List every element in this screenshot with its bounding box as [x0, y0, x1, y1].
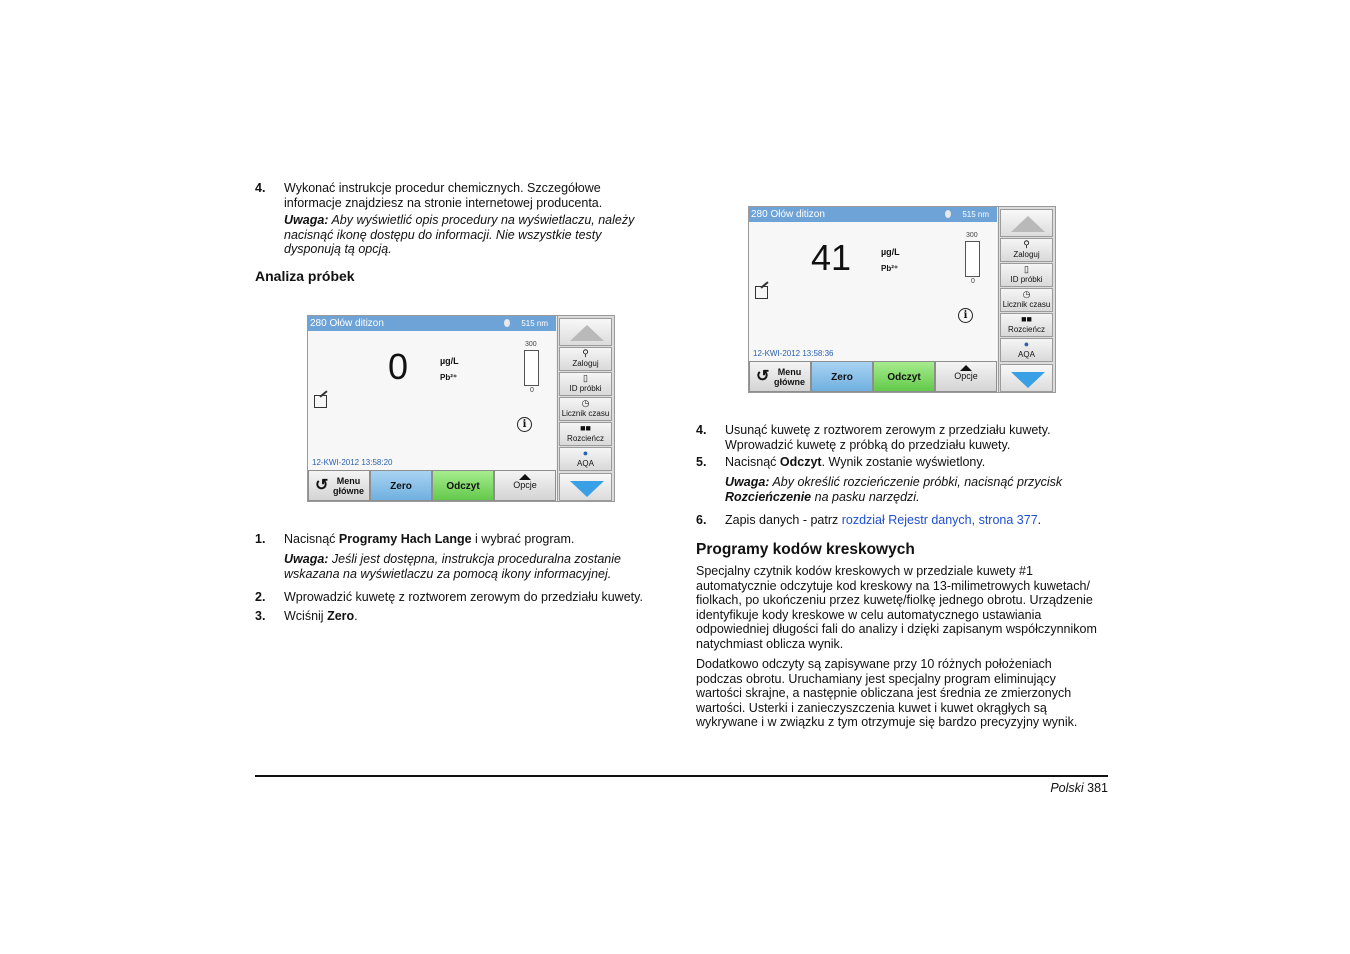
step-text-part: Wciśnij: [284, 609, 328, 623]
step-text: [284, 532, 664, 547]
program-title-bar: [749, 207, 997, 222]
vial-icon: ▯: [583, 373, 588, 383]
step-text-part: i wybrać program.: [471, 532, 575, 546]
gauge-max-label: 300: [525, 341, 537, 348]
page-footer: [1050, 781, 1108, 795]
login-button[interactable]: [559, 347, 612, 371]
timer-label: Licznik czasu: [1002, 300, 1051, 309]
read-button[interactable]: Odczyt: [873, 361, 935, 392]
clock-icon: ◷: [1022, 289, 1031, 299]
data-log-link[interactable]: rozdział Rejestr danych, strona 377: [841, 513, 1038, 527]
lamp-icon: [945, 210, 951, 218]
footer-language: Polski: [1050, 781, 1084, 795]
display-area: [749, 207, 997, 361]
aqa-icon: ●: [582, 448, 589, 458]
info-icon[interactable]: i: [958, 308, 973, 323]
down-arrow-icon: [570, 481, 604, 497]
dilution-icon: ■■: [580, 423, 591, 433]
scroll-up-button[interactable]: [1000, 209, 1053, 237]
zero-button[interactable]: Zero: [370, 470, 432, 501]
note: [284, 213, 654, 257]
section-title: Programy kodów kreskowych: [696, 541, 915, 558]
step-number: 4.: [255, 181, 266, 195]
side-toolbar: [998, 207, 1055, 392]
zero-button[interactable]: Zero: [811, 361, 873, 392]
program-title-bar: [308, 316, 556, 331]
aqa-button[interactable]: [1000, 338, 1053, 362]
result-value: 0: [388, 346, 409, 387]
options-label: Opcje: [954, 371, 978, 381]
note-label: Uwaga:: [284, 552, 329, 566]
up-arrow-icon: [570, 325, 604, 341]
lamp-icon: [504, 319, 510, 327]
scroll-up-button[interactable]: [559, 318, 612, 346]
wavelength: 515 nm: [962, 210, 989, 219]
step-number: 6.: [696, 513, 707, 527]
options-button[interactable]: [935, 361, 997, 392]
step-number: 2.: [255, 590, 266, 604]
dilution-button[interactable]: [1000, 313, 1053, 337]
step-bold: Programy Hach Lange: [338, 532, 472, 546]
up-arrow-icon: [1011, 216, 1045, 232]
note-text: Aby wyświetlić opis procedury na wyświetlaczu, należy nacisnąć ikonę dostępu do informacji. Nie wszystkie testy dysponują tą opcją.: [284, 213, 635, 257]
section-heading: Analiza próbek: [255, 268, 355, 284]
result-gauge: [524, 350, 539, 386]
vial-icon: ▯: [1024, 264, 1029, 274]
menu-line1: Menu: [336, 476, 361, 486]
gauge-max-label: 300: [966, 232, 978, 239]
clock-icon: ◷: [581, 398, 590, 408]
step-text-part: Nacisnąć: [284, 532, 339, 546]
bottom-toolbar: [749, 361, 997, 392]
gauge-min-label: 0: [530, 387, 534, 394]
note-label: Uwaga:: [284, 213, 329, 227]
step-text-part: Nacisnąć: [725, 455, 780, 469]
note: [284, 552, 644, 581]
main-menu-label: [774, 367, 805, 387]
dilution-label: Rozcieńcz: [1008, 325, 1045, 334]
result-gauge: [965, 241, 980, 277]
info-icon[interactable]: i: [517, 417, 532, 432]
user-icon: ⚲: [582, 348, 589, 358]
step-text-part: .: [1037, 513, 1042, 527]
step-text: Wykonać instrukcje procedur chemicznych. Szczegółowe informacje znajdziesz na stronie internetowej producenta.: [284, 181, 603, 210]
aqa-label: AQA: [1018, 350, 1035, 359]
step-bold: Odczyt: [779, 455, 822, 469]
result-value: 41: [811, 237, 852, 278]
result-species: Pb²⁺: [440, 373, 458, 382]
step-number: 3.: [255, 609, 266, 623]
display-area: [308, 316, 556, 470]
timer-button[interactable]: [559, 397, 612, 421]
result-species: Pb²⁺: [881, 264, 899, 273]
main-menu-label: [333, 476, 364, 496]
read-button[interactable]: Odczyt: [432, 470, 494, 501]
bottom-toolbar: [308, 470, 556, 501]
options-label: Opcje: [513, 480, 537, 490]
step-text-part: . Wynik zostanie wyświetlony.: [821, 455, 986, 469]
note-text: Aby określić rozcieńczenie próbki, nacisnąć przycisk: [769, 475, 1063, 489]
step-text: [725, 455, 1085, 470]
user-icon: ⚲: [1023, 239, 1030, 249]
footer-rule: [255, 775, 1108, 777]
sample-id-button[interactable]: [1000, 263, 1053, 287]
menu-line2: główne: [774, 377, 805, 387]
menu-line1: Menu: [777, 367, 802, 377]
date-time: 12-KWI-2012 13:58:36: [753, 349, 834, 358]
back-arrow-icon: ↺: [315, 477, 329, 494]
sample-id-label: ID próbki: [569, 384, 602, 393]
aqa-icon: ●: [1023, 339, 1030, 349]
main-menu-button[interactable]: [308, 470, 370, 501]
gauge-min-label: 0: [971, 278, 975, 285]
options-button[interactable]: [494, 470, 556, 501]
program-title: 280 Ołów ditizon: [310, 318, 384, 329]
down-arrow-icon: [1011, 372, 1045, 388]
step-text: [284, 609, 584, 624]
dilution-button[interactable]: [559, 422, 612, 446]
note: [725, 475, 1085, 504]
result-unit: µg/L: [881, 247, 900, 257]
aqa-button[interactable]: [559, 447, 612, 471]
sample-id-button[interactable]: [559, 372, 612, 396]
main-menu-button[interactable]: [749, 361, 811, 392]
timer-label: Licznik czasu: [561, 409, 610, 418]
step-text: Wprowadzić kuwetę z roztworem zerowym do przedziału kuwety.: [284, 590, 643, 604]
program-title: 280 Ołów ditizon: [751, 209, 825, 220]
note-bold: Rozcieńczenie: [725, 489, 812, 504]
step-number: 1.: [255, 532, 266, 546]
scroll-down-button[interactable]: [1000, 364, 1053, 392]
date-time: 12-KWI-2012 13:58:20: [312, 458, 393, 467]
step-text: [725, 513, 1105, 528]
step-number: 4.: [696, 423, 707, 437]
step-text-part: Zapis danych - patrz: [725, 513, 842, 527]
device-screen-result: [748, 206, 1056, 393]
side-toolbar: [557, 316, 614, 501]
note-text: na pasku narzędzi.: [811, 489, 920, 504]
result-unit: µg/L: [440, 356, 459, 366]
timer-button[interactable]: [1000, 288, 1053, 312]
scroll-down-button[interactable]: [559, 473, 612, 501]
step-number: 5.: [696, 455, 707, 469]
paragraph: Specjalny czytnik kodów kreskowych w przedziale kuwety #1 automatycznie odczytuje kod kreskowy na 13-milimetrowych kuwetach/ fiolkach, po ukończeniu przez kuwetę/fiolkę jednego obrotu. Urządzenie identyfikuje kody kreskowe w celu automatycznego ustawiania odpowiedniej długości fali do analizy i dzięki zapisanym współczynnikom natychmiast oblicza wynik.: [696, 564, 1097, 651]
wavelength: 515 nm: [521, 319, 548, 328]
login-label: Zaloguj: [1013, 250, 1040, 259]
login-label: Zaloguj: [572, 359, 599, 368]
dilution-icon: ■■: [1021, 314, 1032, 324]
note-text: Jeśli jest dostępna, instrukcja proceduralna zostanie wskazana na wyświetlaczu za pomocą ikony informacyjnej.: [284, 552, 621, 581]
menu-line2: główne: [333, 486, 364, 496]
step-bold: Zero: [327, 609, 355, 623]
sample-id-label: ID próbki: [1010, 275, 1043, 284]
step-text: Usunąć kuwetę z roztworem zerowym z przedziału kuwety. Wprowadzić kuwetę z próbką do przedziału kuwety.: [725, 423, 1051, 452]
page-number: 381: [1087, 781, 1108, 795]
edit-icon[interactable]: [314, 395, 327, 408]
edit-icon[interactable]: [755, 286, 768, 299]
paragraph: Dodatkowo odczyty są zapisywane przy 10 różnych położeniach podczas obrotu. Uruchamiany jest specjalny program eliminujący wartości skrajne, a następnie obliczana jest średnia ze zmierzonych wartości. Usterki i zanieczyszczenia kuwet i kuwet okrągłych są wykrywane i w związku z tym otrzymuje się bardzo precyzyjny wynik.: [696, 657, 1078, 730]
note-label: Uwaga:: [725, 475, 770, 489]
device-screen-zero: [307, 315, 615, 502]
dilution-label: Rozcieńcz: [567, 434, 604, 443]
aqa-label: AQA: [577, 459, 594, 468]
back-arrow-icon: ↺: [756, 368, 770, 385]
step-text-part: .: [354, 609, 358, 623]
login-button[interactable]: [1000, 238, 1053, 262]
